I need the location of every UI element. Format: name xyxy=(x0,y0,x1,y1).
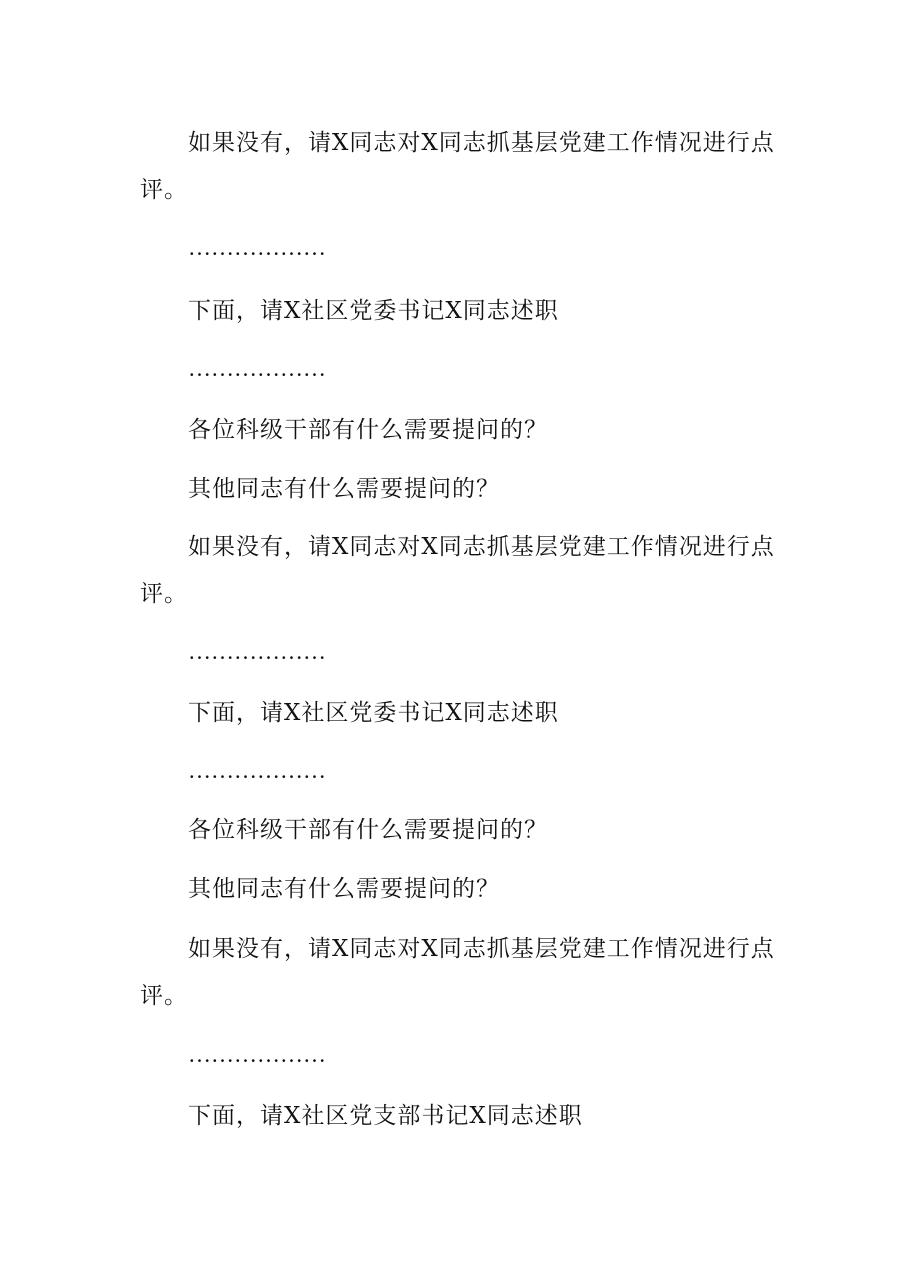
ellipsis-separator-1: ……………… xyxy=(188,235,326,260)
ellipsis-separator-4: ……………… xyxy=(188,758,326,783)
paragraph-report-request-3: 下面，请X社区党支部书记X同志述职 xyxy=(188,1103,583,1129)
paragraph-review-request-3: 如果没有，请X同志对X同志抓基层党建工作情况进行点评。 xyxy=(140,936,775,1009)
ellipsis-separator-5: ……………… xyxy=(188,1042,326,1067)
ellipsis-separator-2: ……………… xyxy=(188,356,326,381)
paragraph-question-others-1: 其他同志有什么需要提问的？ xyxy=(188,476,500,502)
paragraph-review-request-2: 如果没有，请X同志对X同志抓基层党建工作情况进行点评。 xyxy=(140,534,775,607)
paragraph-report-request-2: 下面，请X社区党委书记X同志述职 xyxy=(188,700,559,726)
paragraph-report-request-1: 下面，请X社区党委书记X同志述职 xyxy=(188,298,559,324)
paragraph-question-officials-2: 各位科级干部有什么需要提问的？ xyxy=(188,817,548,843)
paragraph-question-officials-1: 各位科级干部有什么需要提问的？ xyxy=(188,417,548,443)
paragraph-review-request-1: 如果没有，请X同志对X同志抓基层党建工作情况进行点评。 xyxy=(140,130,775,203)
ellipsis-separator-3: ……………… xyxy=(188,639,326,664)
paragraph-question-others-2: 其他同志有什么需要提问的？ xyxy=(188,876,500,902)
